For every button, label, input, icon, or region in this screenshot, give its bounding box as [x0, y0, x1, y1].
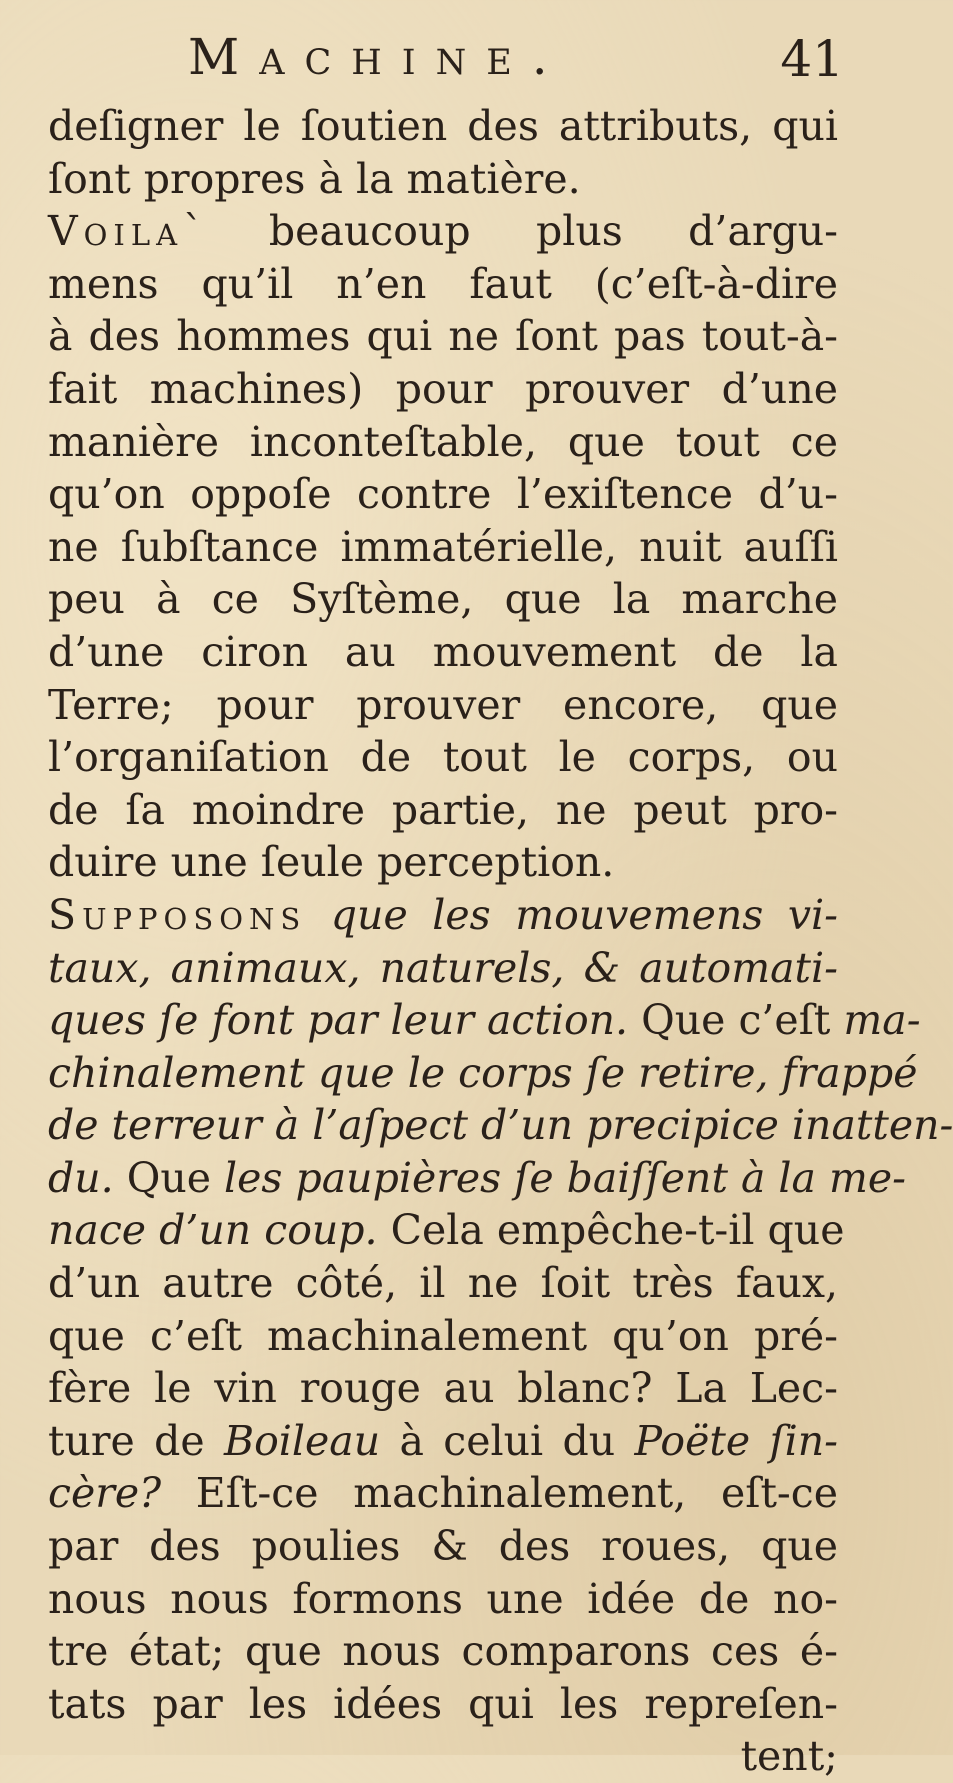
text-run: d’une ciron au mouvement de la	[48, 627, 838, 676]
text-run: peu à ce Syſtème, que la marche	[48, 575, 838, 624]
italic-run: Poëte ſin-	[634, 1416, 838, 1465]
italic-run: du.	[48, 1153, 114, 1202]
text-run: par des poulies & des roues, que	[48, 1522, 838, 1571]
text-run: deſigner le ſoutien des attributs, qui	[48, 102, 838, 150]
italic-run: ques ſe font par leur action.	[48, 996, 629, 1045]
text-run: que c’eſt machinalement qu’on pré-	[48, 1311, 838, 1360]
text-line	[48, 731, 838, 784]
text-line	[48, 1678, 838, 1731]
text-line	[48, 1467, 838, 1520]
text-line	[48, 994, 921, 1047]
text-line	[48, 468, 838, 521]
text-run: Que c’eſt	[628, 996, 844, 1045]
text-line	[48, 100, 838, 153]
text-line	[48, 258, 838, 311]
text-run: ne ſubſtance immatérielle, nuit auſſi	[48, 522, 838, 571]
italic-run: Boileau	[223, 1416, 381, 1465]
text-line	[48, 1310, 838, 1363]
text-line	[48, 1152, 907, 1205]
text-run: nous nous formons une idée de no-	[48, 1574, 838, 1623]
text-line	[48, 1730, 838, 1783]
text-line	[48, 679, 838, 732]
body-text	[48, 100, 953, 1783]
text-run: tent;	[740, 1732, 838, 1781]
page-number: 41	[780, 30, 844, 88]
text-line	[48, 573, 838, 626]
italic-run: de terreur à l’aſpect d’un precipice inatten-	[48, 1101, 953, 1150]
running-header	[188, 22, 844, 92]
italic-run: que les mouvemens vi-	[306, 890, 838, 939]
italic-run: taux, animaux, naturels, & automati-	[48, 943, 838, 992]
text-line	[48, 1520, 838, 1573]
text-line	[48, 1099, 953, 1152]
text-run: tats par les idées qui les repreſen-	[48, 1679, 838, 1728]
text-run: fait machines) pour prouver d’une	[48, 364, 838, 413]
text-line	[48, 1573, 838, 1626]
text-run: manière inconteſtable, que tout ce	[48, 417, 838, 466]
small-caps-run: Supposons	[48, 890, 307, 939]
text-line	[48, 1625, 838, 1678]
text-run: de ſa moindre partie, ne peut pro-	[48, 785, 838, 834]
text-line	[48, 310, 838, 363]
text-line	[48, 1257, 838, 1310]
text-run: qu’on oppoſe contre l’exiſtence d’u-	[48, 470, 838, 519]
text-run: Eſt-ce machinalement, eſt-ce	[161, 1469, 838, 1518]
italic-run: cère?	[48, 1469, 162, 1518]
text-run: à des hommes qui ne ſont pas tout-à-	[48, 312, 838, 361]
text-run: d’un autre côté, il ne ſoit très faux,	[48, 1259, 838, 1308]
italic-run: nace d’un coup.	[48, 1206, 378, 1255]
text-run: tre état; que nous comparons ces é-	[48, 1627, 838, 1676]
running-title: Machine.	[188, 28, 568, 86]
text-run: Cela empêche-t-il que	[377, 1206, 845, 1255]
text-run: duire une ſeule perception.	[48, 838, 615, 887]
italic-run: chinalement que le corps ſe retire, frappé	[48, 1048, 918, 1097]
text-line	[48, 1362, 838, 1415]
text-run: Terre; pour prouver encore, que	[48, 680, 838, 729]
text-line	[48, 1204, 845, 1257]
text-line	[48, 1047, 918, 1100]
text-line	[48, 521, 838, 574]
text-run: l’organiſation de tout le corps, ou	[48, 733, 838, 782]
text-line	[48, 1415, 838, 1468]
text-line	[48, 889, 838, 942]
text-line	[48, 942, 838, 995]
text-run: à celui du	[380, 1416, 635, 1465]
text-run: Que	[113, 1153, 225, 1202]
text-line	[48, 784, 838, 837]
text-line	[48, 416, 838, 469]
italic-run: les paupières ſe baiſſent à la me-	[224, 1153, 907, 1202]
text-line	[48, 205, 838, 258]
text-run: ſont propres à la matière.	[48, 154, 581, 203]
text-run: mens qu’il n’en faut (c’eſt-à-dire	[48, 259, 838, 308]
text-run: ture de	[48, 1416, 224, 1465]
text-line	[48, 153, 838, 206]
small-caps-run: Voila	[48, 207, 184, 256]
italic-run: ma-	[843, 996, 921, 1045]
text-run: fère le vin rouge au blanc? La Lec-	[48, 1364, 838, 1413]
text-line	[48, 836, 838, 889]
text-line	[48, 626, 838, 679]
text-run: ` beaucoup plus d’argu-	[183, 207, 838, 256]
text-line	[48, 363, 838, 416]
